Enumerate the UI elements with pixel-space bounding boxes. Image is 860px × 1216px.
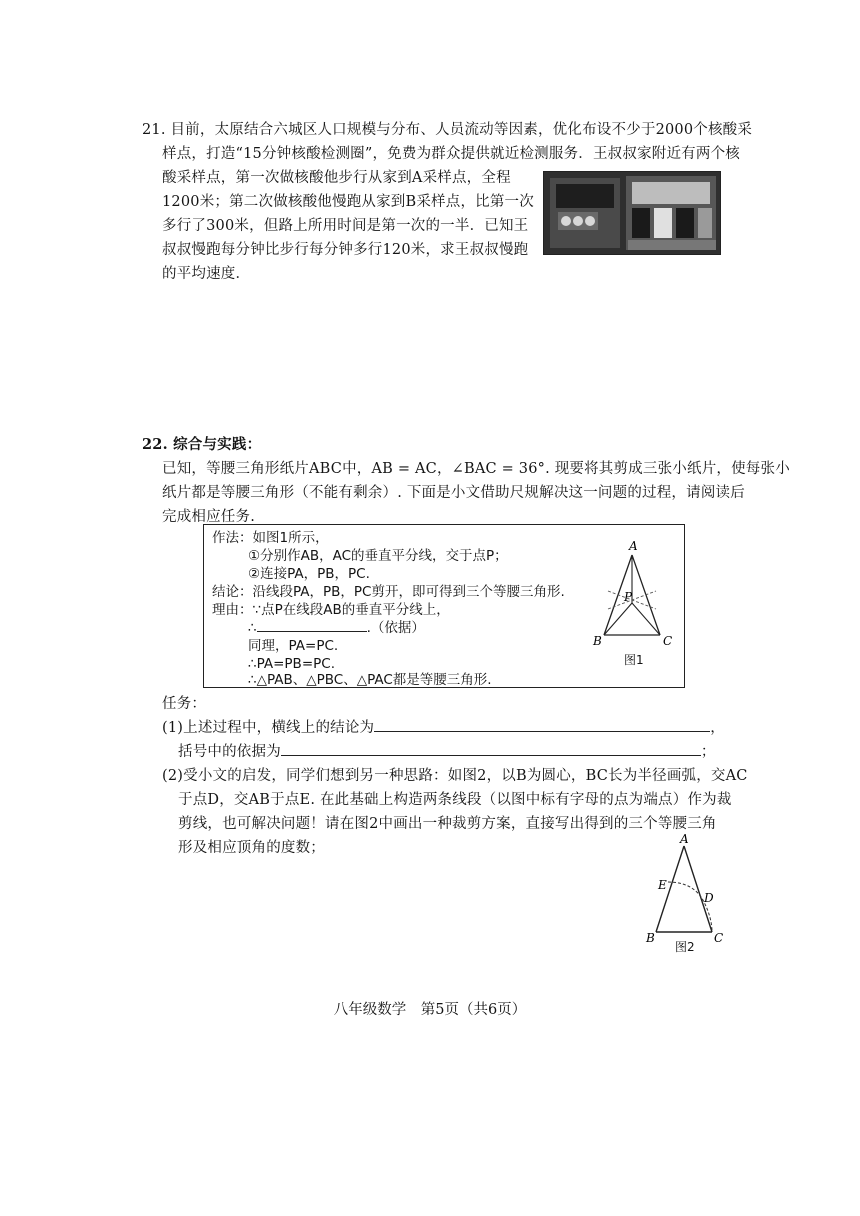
therefore-symbol: ∴ <box>248 620 257 636</box>
task1-basis-prompt: 括号中的依据为 <box>178 744 281 760</box>
fig2-label-E: E <box>658 878 667 892</box>
fig2-caption: 图2 <box>675 940 695 954</box>
q21-line-1: 21. 目前，太原结合六城区人口规模与分布、人员流动等因素，优化布设不少于2000个核酸采 <box>142 122 753 138</box>
fig1-label-P: P <box>624 590 633 604</box>
box-method: 作法：如图1所示， <box>212 530 329 546</box>
q21-line-5: 多行了300米，但路上所用时间是第一次的一半．已知王 <box>162 218 529 234</box>
task1-line-1 <box>162 718 725 738</box>
figure-1 <box>588 539 678 669</box>
fig1-caption: 图1 <box>624 653 644 667</box>
conclusion-blank[interactable] <box>257 619 367 632</box>
tasks-heading: 任务： <box>162 696 207 712</box>
q22-intro-3: 完成相应任务. <box>162 509 256 525</box>
figure-2 <box>640 834 730 950</box>
task1-line-2 <box>178 742 716 762</box>
task1-comma: ， <box>710 720 725 736</box>
page-footer: 八年级数学 第5页（共6页） <box>333 1002 527 1018</box>
q22-intro-2: 纸片都是等腰三角形（不能有剩余）. 下面是小文借助尺规解决这一问题的过程，请阅读后 <box>162 485 745 501</box>
construction-box <box>203 524 685 688</box>
box-reason: 理由：∵点P在线段AB的垂直平分线上， <box>212 602 450 618</box>
task2-line-1: (2)受小文的启发，同学们想到另一种思路：如图2，以B为圆心，BC长为半径画弧，交AC <box>162 768 748 784</box>
fig2-label-A: A <box>680 834 689 846</box>
box-step-2: ②连接PA，PB，PC. <box>248 566 370 582</box>
q22-intro-1: 已知，等腰三角形纸片ABC中，AB = AC，∠BAC = 36°. 现要将其剪成三张小纸片，使每张小 <box>162 461 790 477</box>
task1-blank-conclusion[interactable] <box>374 719 710 732</box>
box-equal: ∴PA=PB=PC. <box>248 656 335 672</box>
basis-note: .（依据） <box>366 620 425 636</box>
fig1-label-A: A <box>629 539 638 553</box>
fig1-label-C: C <box>663 634 673 648</box>
task2-line-3: 剪线，也可解决问题！请在图2中画出一种裁剪方案，直接写出得到的三个等腰三角 <box>178 816 717 832</box>
task2-line-2: 于点D，交AB于点E. 在此基础上构造两条线段（以图中标有字母的点为端点）作为裁 <box>178 792 732 808</box>
box-final: ∴△PAB、△PBC、△PAC都是等腰三角形. <box>248 672 492 688</box>
box-step-1: ①分别作AB，AC的垂直平分线，交于点P； <box>248 548 508 564</box>
box-similarly: 同理，PA=PC. <box>248 638 339 654</box>
task1-prompt: (1)上述过程中，横线上的结论为 <box>162 720 375 736</box>
q22-heading: 22. 综合与实践： <box>142 436 262 453</box>
testing-site-photo <box>543 171 721 255</box>
task2-line-4: 形及相应顶角的度数； <box>178 840 325 856</box>
q21-line-3: 酸采样点，第一次做核酸他步行从家到A采样点，全程 <box>162 170 511 186</box>
fig2-label-D: D <box>704 891 714 905</box>
task1-blank-basis[interactable] <box>281 743 701 756</box>
box-conclusion: 结论：沿线段PA，PB，PC剪开，即可得到三个等腰三角形. <box>212 584 565 600</box>
fig2-label-B: B <box>646 931 655 945</box>
q21-line-2: 样点，打造“15分钟核酸检测圈”，免费为群众提供就近检测服务．王叔叔家附近有两个核 <box>162 146 740 162</box>
fig1-label-B: B <box>593 634 602 648</box>
box-therefore-blank <box>248 619 425 637</box>
q21-line-7: 的平均速度． <box>162 266 251 282</box>
task1-semicolon: ； <box>700 744 716 760</box>
q21-line-6: 叔叔慢跑每分钟比步行每分钟多行120米，求王叔叔慢跑 <box>162 242 529 258</box>
q21-line-4: 1200米；第二次做核酸他慢跑从家到B采样点，比第一次 <box>162 194 534 210</box>
fig2-label-C: C <box>714 931 724 945</box>
